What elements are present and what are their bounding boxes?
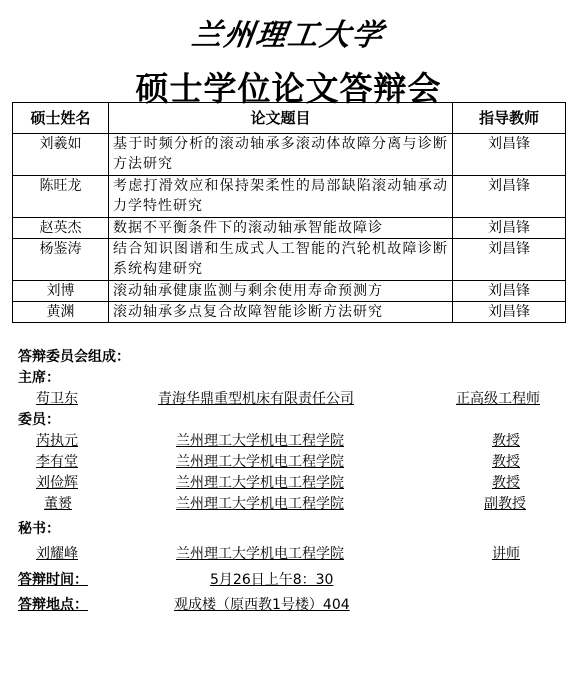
- defense-place-label: 答辩地点：: [18, 597, 88, 613]
- chair-label: 主席：: [18, 370, 60, 386]
- member-name: 芮执元: [36, 433, 78, 449]
- defense-place: 观成楼（原西教1号楼）404: [174, 597, 350, 613]
- thesis-topic: 滚动轴承健康监测与剩余使用寿命预测方: [109, 281, 453, 302]
- chair-org: 青海华鼎重型机床有限责任公司: [158, 391, 354, 407]
- student-name: 刘羲如: [13, 134, 109, 176]
- member-org: 兰州理工大学机电工程学院: [176, 475, 344, 491]
- university-logo-text: 兰州理工大学: [189, 18, 387, 53]
- member-org: 兰州理工大学机电工程学院: [176, 496, 344, 512]
- thesis-topic: 考虑打滑效应和保持架柔性的局部缺陷滚动轴承动力学特性研究: [109, 176, 453, 218]
- thesis-topic: 数据不平衡条件下的滚动轴承智能故障诊: [109, 218, 453, 239]
- advisor-name: 刘昌锋: [453, 218, 566, 239]
- member-title: 教授: [492, 475, 520, 491]
- chair-name: 苟卫东: [36, 391, 78, 407]
- advisor-name: 刘昌锋: [453, 239, 566, 281]
- committee-heading: 答辩委员会组成：: [18, 349, 130, 365]
- table-row: [13, 302, 566, 323]
- member-name: 李有堂: [36, 454, 78, 470]
- member-title: 副教授: [484, 496, 526, 512]
- thesis-topic: 滚动轴承多点复合故障智能诊断方法研究: [109, 302, 453, 323]
- student-name: 赵英杰: [13, 218, 109, 239]
- column-header-topic: 论文题目: [109, 103, 453, 134]
- chair-title: 正高级工程师: [456, 391, 540, 407]
- student-name: 黄渊: [13, 302, 109, 323]
- advisor-name: 刘昌锋: [453, 302, 566, 323]
- member-name: 董赟: [44, 496, 72, 512]
- advisor-name: 刘昌锋: [453, 176, 566, 218]
- advisor-name: 刘昌锋: [453, 134, 566, 176]
- thesis-table: [12, 102, 566, 323]
- table-row: [13, 134, 566, 176]
- page-title: 硕士学位论文答辩会: [135, 69, 442, 108]
- member-name: 刘俭辉: [36, 475, 78, 491]
- members-label: 委员：: [18, 412, 60, 428]
- member-org: 兰州理工大学机电工程学院: [176, 454, 344, 470]
- secretary-title: 讲师: [492, 546, 520, 562]
- table-row: [13, 239, 566, 281]
- defense-time: 5月26日上午8：30: [210, 572, 334, 588]
- member-title: 教授: [492, 454, 520, 470]
- secretary-org: 兰州理工大学机电工程学院: [176, 546, 344, 562]
- table-row: [13, 281, 566, 302]
- member-title: 教授: [492, 433, 520, 449]
- thesis-topic: 结合知识图谱和生成式人工智能的汽轮机故障诊断系统构建研究: [109, 239, 453, 281]
- student-name: 陈旺龙: [13, 176, 109, 218]
- table-header-row: [13, 103, 566, 134]
- column-header-name: 硕士姓名: [13, 103, 109, 134]
- student-name: 杨鉴涛: [13, 239, 109, 281]
- advisor-name: 刘昌锋: [453, 281, 566, 302]
- secretary-label: 秘书：: [18, 521, 60, 537]
- defense-time-label: 答辩时间：: [18, 572, 88, 588]
- thesis-topic: 基于时频分析的滚动轴承多滚动体故障分离与诊断方法研究: [109, 134, 453, 176]
- table-row: [13, 176, 566, 218]
- student-name: 刘博: [13, 281, 109, 302]
- column-header-advisor: 指导教师: [453, 103, 566, 134]
- member-org: 兰州理工大学机电工程学院: [176, 433, 344, 449]
- table-row: [13, 218, 566, 239]
- secretary-name: 刘耀峰: [36, 546, 78, 562]
